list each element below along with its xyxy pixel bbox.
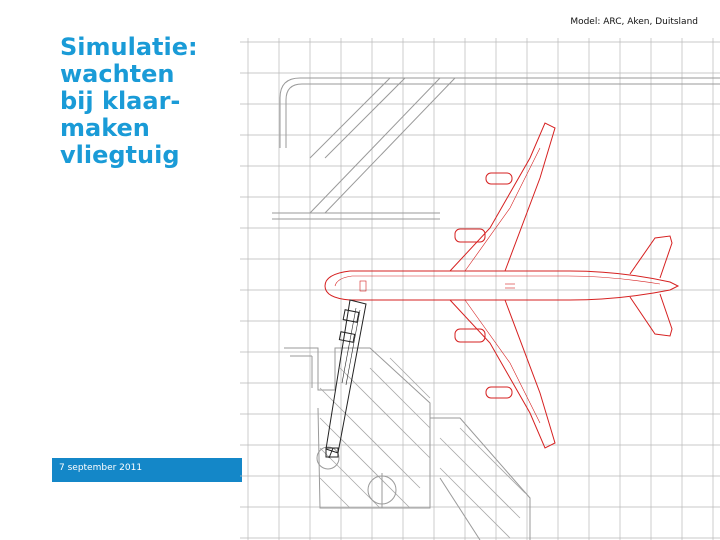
wing-bottom-flap bbox=[465, 300, 540, 423]
fuselage-inner bbox=[335, 276, 660, 286]
pushback-tug bbox=[326, 300, 366, 458]
title-line: vliegtuig bbox=[60, 141, 180, 169]
wing-bottom bbox=[450, 300, 555, 448]
aircraft bbox=[325, 123, 678, 448]
model-caption: Model: ARC, Aken, Duitsland bbox=[570, 17, 698, 27]
wing-top-flap bbox=[465, 148, 540, 271]
simulation-drawing bbox=[240, 38, 720, 540]
title-line: wachten bbox=[60, 60, 175, 88]
engine bbox=[486, 387, 512, 398]
title-line: bij klaar- bbox=[60, 87, 181, 115]
engine bbox=[455, 329, 485, 342]
background-grid bbox=[240, 38, 720, 540]
slide-title bbox=[60, 34, 230, 169]
title-line: maken bbox=[60, 114, 150, 142]
engine bbox=[486, 173, 512, 184]
engine bbox=[455, 229, 485, 242]
date-bar bbox=[52, 458, 242, 482]
title-line: Simulatie: bbox=[60, 33, 198, 61]
slide-date: 7 september 2011 bbox=[59, 463, 143, 473]
fuselage bbox=[325, 271, 678, 300]
